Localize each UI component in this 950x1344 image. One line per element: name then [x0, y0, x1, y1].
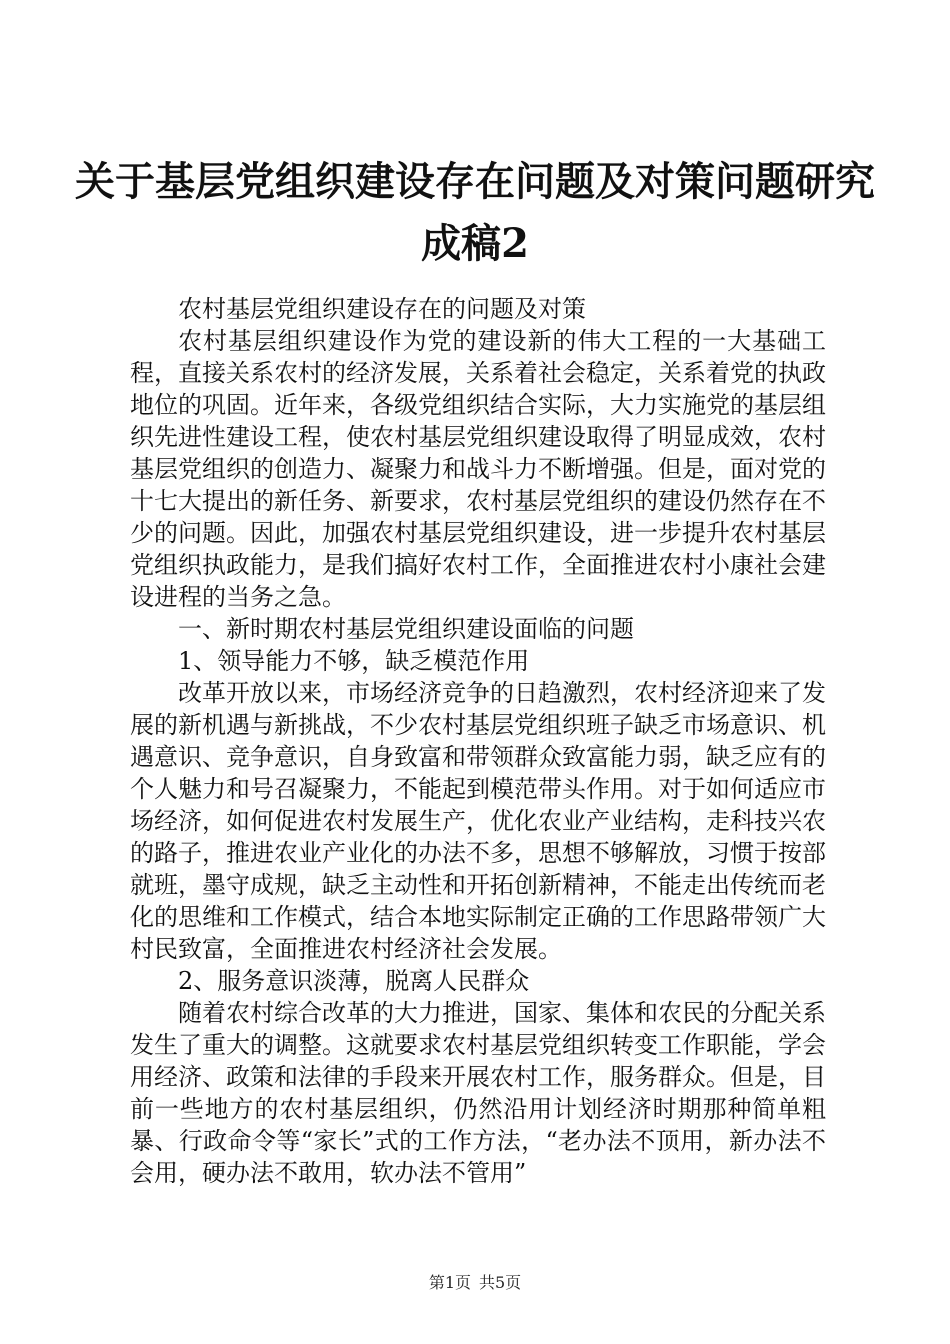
section-heading: 一、新时期农村基层党组织建设面临的问题	[178, 615, 634, 643]
body-paragraph: 改革开放以来，市场经济竞争的日趋激烈，农村经济迎来了发展的新机遇与新挑战，不少农村基层党组织班子缺乏市场意识、机遇意识、竞争意识，自身致富和带领群众致富能力弱，缺乏应有的个人魅力和号召凝聚力，不能起到模范带头作用。对于如何适应市场经济，如何促进农村发展生产，优化农业产业结构，走科技兴农的路子，推进农业产业化的办法不多，思想不够解放，习惯于按部就班，墨守成规，缺乏主动性和开拓创新精神，不能走出传统而老化的思维和工作模式，结合本地实际制定正确的工作思路带领广大村民致富，全面推进农村经济社会发展。	[130, 679, 826, 963]
page-footer	[0, 1273, 950, 1293]
page-total: 共5页	[479, 1273, 522, 1292]
subsection-heading: 1、领导能力不够，缺乏模范作用	[178, 647, 530, 675]
subsection-heading: 2、服务意识淡薄，脱离人民群众	[178, 967, 530, 995]
section-heading: 农村基层党组织建设存在的问题及对策	[178, 295, 586, 323]
page-number: 第1页	[428, 1273, 471, 1292]
body-paragraph: 农村基层组织建设作为党的建设新的伟大工程的一大基础工程，直接关系农村的经济发展，关系着社会稳定，关系着党的执政地位的巩固。近年来，各级党组织结合实际，大力实施党的基层组织先进性建设工程，使农村基层党组织建设取得了明显成效，农村基层党组织的创造力、凝聚力和战斗力不断增强。但是，面对党的十七大提出的新任务、新要求，农村基层党组织的建设仍然存在不少的问题。因此，加强农村基层党组织建设，进一步提升农村基层党组织执政能力，是我们搞好农村工作，全面推进农村小康社会建设进程的当务之急。	[130, 327, 826, 611]
document-body	[130, 293, 826, 1189]
body-paragraph: 随着农村综合改革的大力推进，国家、集体和农民的分配关系发生了重大的调整。这就要求农村基层党组织转变工作职能，学会用经济、政策和法律的手段来开展农村工作，服务群众。但是，目前一些地方的农村基层组织，仍然沿用计划经济时期那种简单粗暴、行政命令等“家长”式的工作方法，“老办法不顶用，新办法不会用，硬办法不敢用，软办法不管用”	[130, 999, 826, 1187]
document-title-line-2: 成稿2	[421, 220, 529, 267]
document-title-line-1: 关于基层党组织建设存在问题及对策问题研究	[75, 158, 875, 205]
